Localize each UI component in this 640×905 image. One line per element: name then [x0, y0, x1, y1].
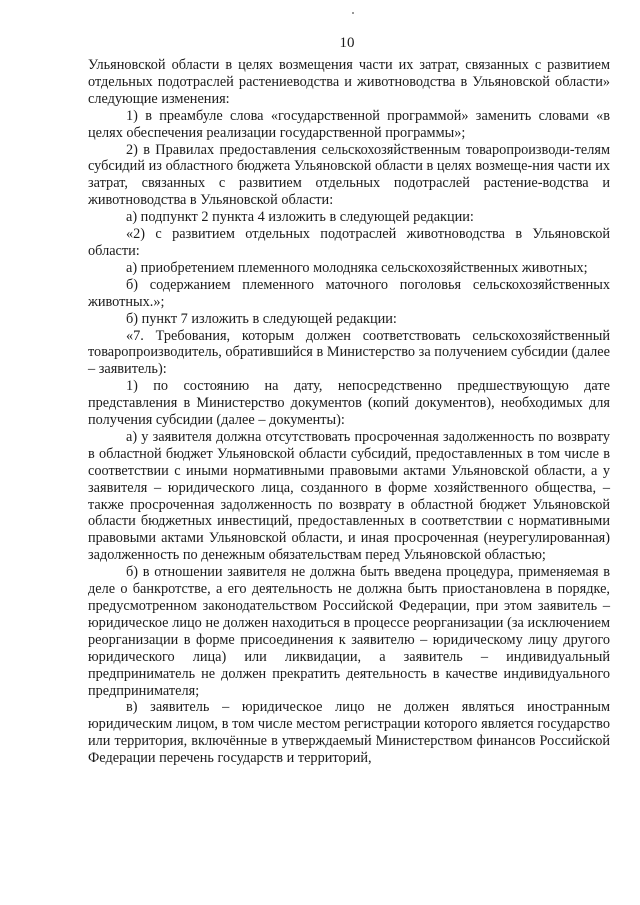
page-number: 10	[339, 35, 355, 51]
paragraph-intro: Ульяновской области в целях возмещения части их затрат, связанных с развитием отдельных подотраслей растениеводства и животноводства в Ульяновской области» следующие изменения:	[88, 57, 610, 107]
paragraph-subitem-a: а) подпункт 2 пункта 4 изложить в следующей редакции:	[126, 209, 474, 226]
paragraph-item-2: 2) в Правилах предоставления сельскохозяйственным товаропроизводи-телям субсидий из областного бюджета Ульяновской области в целях возмеще-ния части их затрат, связанных с развитием отдельных подотраслей растение-водства и животноводства в Ульяновской области:	[88, 141, 610, 209]
paragraph-quote-2: «2) с развитием отдельных подотраслей животноводства в Ульяновской области:	[88, 226, 610, 259]
paragraph-point-7-1-b: б) в отношении заявителя не должна быть введена процедура, применяемая в деле о банкротстве, а его деятельность не должна быть приостановлена в порядке, предусмотренном законодательством Российской Федерации, при этом заявитель – юридическое лицо не должен находиться в процессе реорганизации (за исключением реорганизации в форме присоединения к заявителю – юридическому лицу другого юридического лица) или ликвидации, а заявитель – индивидуальный предприниматель не должен прекратить деятельность в качестве индивидуального предпринимателя;	[88, 564, 610, 699]
document-body	[88, 57, 610, 767]
scan-speck	[352, 12, 354, 14]
paragraph-point-7-1-v: в) заявитель – юридическое лицо не должен являться иностранным юридическим лицом, в том числе местом регистрации которого является государство или территория, включённые в утверждаемый Министерством финансов Российской Федерации перечень государств и территорий,	[88, 699, 610, 767]
paragraph-subitem-b: б) пункт 7 изложить в следующей редакции:	[126, 310, 397, 327]
paragraph-quote-a: а) приобретением племенного молодняка сельскохозяйственных животных;	[126, 259, 588, 276]
paragraph-item-1: 1) в преамбуле слова «государственной программой» заменить словами «в целях обеспечения реализации государственной программы»;	[88, 107, 610, 141]
paragraph-quote-b: б) содержанием племенного маточного поголовья сельскохозяйственных животных.»;	[88, 276, 610, 310]
paragraph-point-7-1-a: а) у заявителя должна отсутствовать просроченная задолженность по возврату в областной бюджет Ульяновской области субсидий, предоставленных в том числе в соответствии с иными нормативными правовыми актами Ульяновской области, а у заявителя – юридического лица, созданного в форме хозяйственного общества, – также просроченная задолженность по возврату в областной бюджет Ульяновской области бюджетных инвестиций, предоставленных в соответствии с нормативными правовыми актами Ульяновской области, и иная просроченная (неурегулированная) задолженность по денежным обязательствам перед Ульяновской областью;	[88, 428, 610, 564]
paragraph-point-7: «7. Требования, которым должен соответствовать сельскохозяйственный товаропроизводитель, обратившийся в Министерство за получением субсидии (далее – заявитель):	[88, 327, 610, 378]
paragraph-point-7-1: 1) по состоянию на дату, непосредственно предшествующую дате представления в Министерство документов (копий документов), необходимых для получения субсидии (далее – документы):	[88, 378, 610, 429]
